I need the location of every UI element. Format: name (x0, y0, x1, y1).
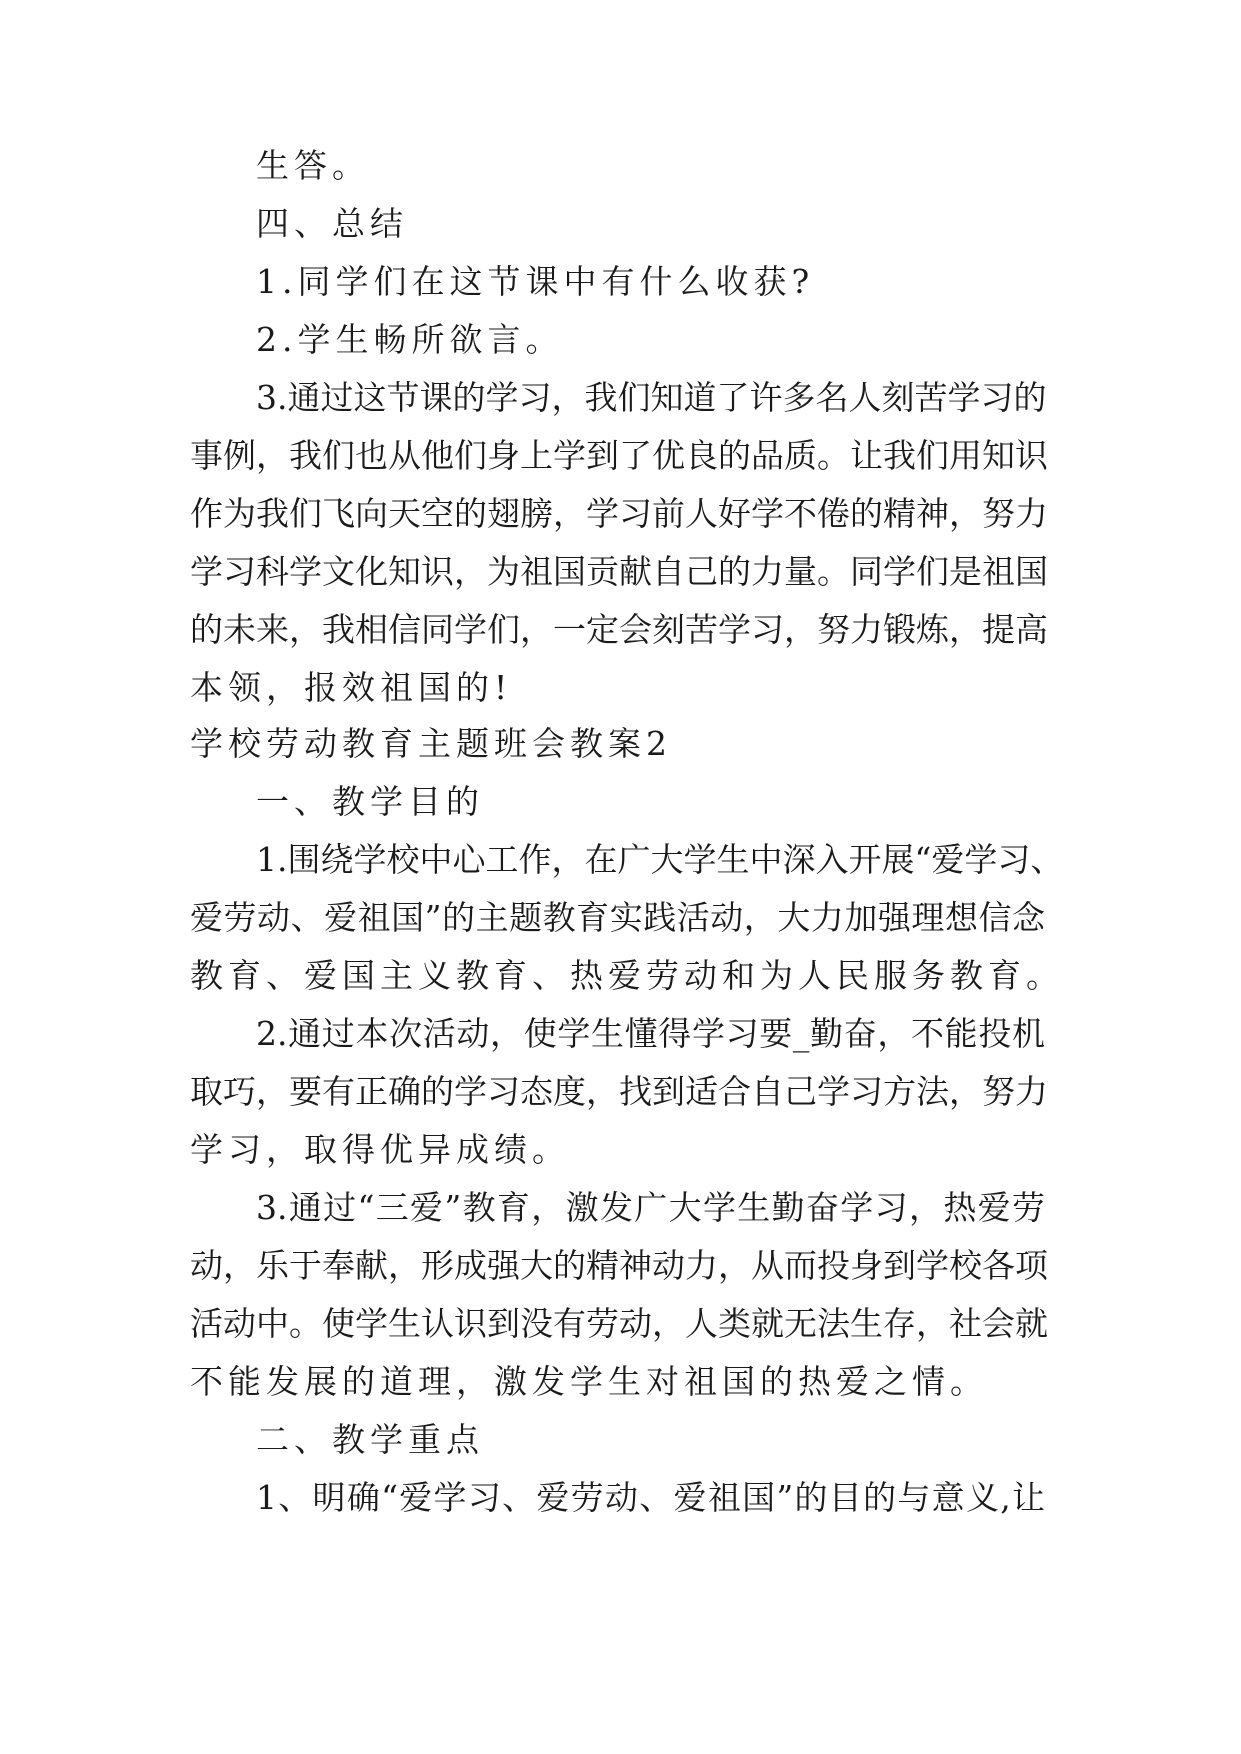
section-heading: 二、教学重点 (256, 1420, 484, 1459)
paragraph-line: 本领，报效祖国的! (190, 668, 513, 707)
list-item: 2.学生畅所欲言。 (256, 320, 564, 359)
paragraph-line: 生答。 (256, 146, 370, 185)
list-item: 2.通过本次活动，使学生懂得学习要_勤奋，不能投机 (256, 1014, 1045, 1053)
list-item: 1、明确“爱学习、爱劳动、爱祖国”的目的与意义,让 (256, 1478, 1045, 1517)
paragraph-line: 学习，取得优异成绩。 (190, 1130, 570, 1169)
section-heading: 四、总结 (256, 204, 408, 243)
list-item: 3.通过“三爱”教育，激发广大学生勤奋学习，热爱劳 (256, 1188, 1045, 1227)
paragraph-line: 作为我们飞向天空的翅膀，学习前人好学不倦的精神，努力 (190, 494, 1048, 533)
list-item: 1.同学们在这节课中有什么收获? (256, 262, 815, 301)
paragraph-line: 取巧，要有正确的学习态度，找到适合自己学习方法，努力 (190, 1072, 1048, 1111)
section-heading: 一、教学目的 (256, 782, 484, 821)
list-item: 1.围绕学校中心工作，在广大学生中深入开展“爱学习、 (256, 840, 1064, 879)
paragraph-line: 爱劳动、爱祖国”的主题教育实践活动，大力加强理想信念 (190, 898, 1045, 937)
paragraph-line: 的未来，我相信同学们，一定会刻苦学习，努力锻炼，提高 (190, 610, 1048, 649)
paragraph-line: 活动中。使学生认识到没有劳动，人类就无法生存，社会就 (190, 1304, 1048, 1343)
paragraph-line: 教育、爱国主义教育、热爱劳动和为人民服务教育。 (190, 956, 1064, 995)
paragraph-line: 动，乐于奉献，形成强大的精神动力，从而投身到学校各项 (190, 1246, 1048, 1285)
paragraph-line: 事例，我们也从他们身上学到了优良的品质。让我们用知识 (190, 436, 1048, 475)
paragraph-line: 不能发展的道理，激发学生对祖国的热爱之情。 (190, 1362, 988, 1401)
document-title: 学校劳动教育主题班会教案2 (190, 724, 672, 763)
list-item: 3.通过这节课的学习，我们知道了许多名人刻苦学习的 (256, 378, 1047, 417)
paragraph-line: 学习科学文化知识，为祖国贡献自己的力量。同学们是祖国 (190, 552, 1048, 591)
